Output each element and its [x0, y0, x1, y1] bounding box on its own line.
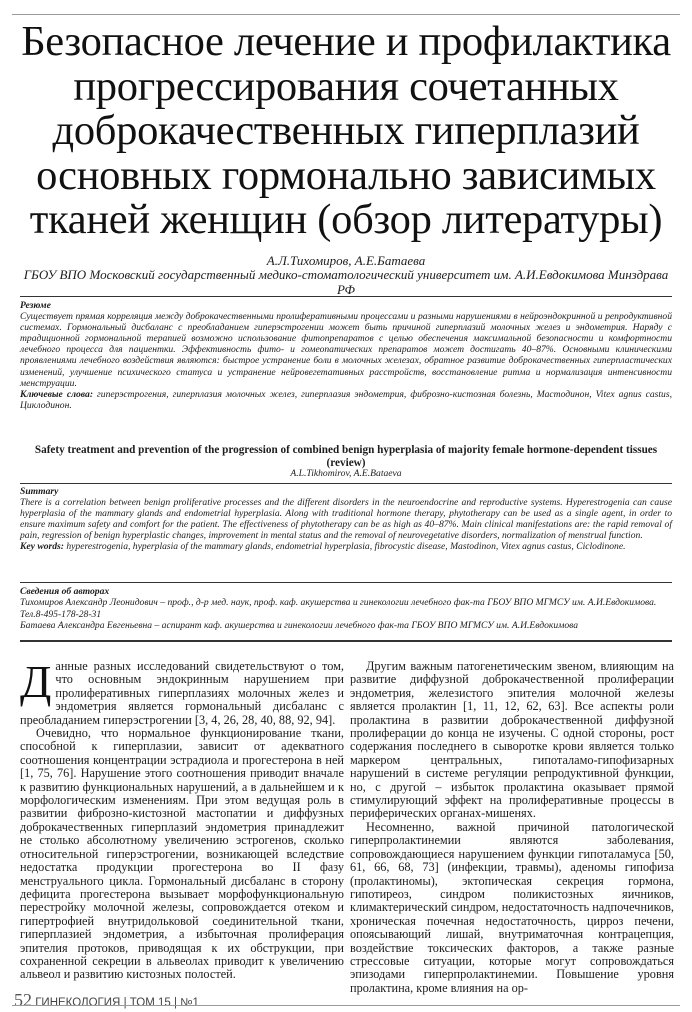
bottom-rule	[12, 1005, 680, 1006]
abstract-ru-heading: Резюме	[20, 300, 51, 311]
body-left-column	[20, 656, 344, 982]
keywords-text: гиперэстрогения, гиперплазия молочных желез, гиперплазия эндометрия, фиброзно-кистозная болезнь, Мастодинон, Vitex agnus castus, Циклодинон.	[20, 388, 672, 411]
english-title: Safety treatment and prevention of the progression of combined benign hyperplasia of majority female hormone-dependent tissues (review)	[34, 444, 658, 469]
article-authors: А.Л.Тихомиров, А.Е.Батаева	[266, 253, 426, 268]
footer-separator: |	[123, 997, 127, 1009]
english-authors: A.L.Tikhomirov, A.E.Bataeva	[290, 468, 402, 479]
abstract-ru	[20, 300, 672, 411]
author-2-info: Батаева Александра Евгеньевна – аспирант каф. акушерства и гинекологии лечебного фак-та ГБОУ ВПО МГМСУ им. А.И.Евдокимова	[20, 619, 579, 631]
page-footer	[14, 990, 199, 1011]
top-rule	[12, 14, 680, 15]
divider	[20, 640, 672, 642]
journal-name: ГИНЕКОЛОГИЯ	[35, 997, 121, 1009]
journal-issue: №1	[180, 997, 199, 1009]
footer-separator: |	[174, 997, 177, 1009]
about-authors	[20, 586, 672, 631]
keywords-label: Ключевые слова:	[20, 388, 94, 400]
key-words-text: hyperestrogenia, hyperplasia of the mammary glands, endometrial hyperplasia, fibrocystic disease, Mastodinon, Vitex agnus castus, Ciclodinone.	[66, 541, 626, 553]
paragraph: Очевидно, что нормальное функционирование ткани, способной к гиперплазии, зависит от адекватного соотношения концентрации эстрадиола и прогестерона в ней [1, 75, 76]. Нарушение этого соотношения приводит вначале к развитию функциональных нарушений, а в дальнейшем и к морфологическим изменениям. При этом ведущая роль в развитии фиброзно-кистозной мастопатии и диффузных доброкачественных гиперплазий эндометрия принадлежит не столько абсолютному увеличению эстрогенов, сколько относительной гиперэстрогении, возникающей вследствие недостатка продукции прогестерона во II фазу менструального цикла. Гормональный дисбаланс в сторону дефицита прогестерона вызывает морфофункциональную перестройку молочной железы, сопровождается отеком и гипертрофией внутридольковой соединительной ткани, гиперплазией эндометрия, а избыточная пролиферация эпителия протоков, приводящая к их обструкции, при сохраненной секреции в альвеолах приводит к увеличению альвеол и развитию кистозных полостей.	[20, 726, 344, 982]
about-authors-heading: Сведения об авторах	[20, 586, 110, 597]
abstract-ru-text: Существует прямая корреляция между доброкачественными пролиферативными процессами и разными нарушениями в нейроэндокринной и репродуктивной системах. Гормональный дисбаланс с преобладанием гиперэстрогении может быть причиной гиперплазий молочных желез и эндометрия. Наряду с традиционной гормональной терапией возможно использование фитопрепаратов с целью обеспечения максимальной безопасности и комфортности лечебного процесса для пациентки. Эффективность фито- и гомеопатических препаратов может достигать 40–87%. Основными клиническими проявлениями лечебного воздействия являются: быстрое устранение боли в молочных железах, обратное развитие доброкачественных гиперпластических изменений, улучшение психического статуса и устранение нейровегетативных расстройств, восстановление ритма и нормализация интенсивности менструации.	[20, 311, 672, 389]
paragraph: Несомненно, важной причиной патологической гиперпролактинемии являются заболевания, сопровождающиеся нарушением функции гипоталамуса [50, 61, 66, 68, 73] (инфекции, травмы), аденомы гипофиза (пролактиномы), эктопическая секреция гормона, гипотиреоз, синдром поликистозных яичников, климактерический синдром, недостаточность надпочечников, хроническая почечная недостаточность, цирроз печени, опоясывающий лишай, внутриматочная контрацепция, воздействие токсических факторов, а также разные стрессовые ситуации, которые могут сопровождаться эпизодами гиперпролактинемии. Повышение уровня пролактина, кроме влияния на ор-	[350, 819, 674, 995]
author-1-info: Тихомиров Александр Леонидович – проф., д-р мед. наук, проф. каф. акушерства и гинекологии лечебного фак-та ГБОУ ВПО МГМСУ им. А.И.Евдокимова. Тел.8-495-178-28-31	[20, 597, 657, 620]
divider	[20, 483, 672, 484]
key-words-label: Key words:	[20, 541, 64, 553]
body-right-column	[350, 660, 674, 995]
paragraph-text: анные разных исследований свидетельствуют о том, что основным эндокринным нарушением при пролиферативных гиперплазиях молочных желез и эндометрия является гормональный дисбаланс с преобладанием гиперэстрогении [3, 4, 26, 28, 40, 88, 92, 94].	[20, 659, 344, 727]
journal-volume: ТОМ 15	[129, 997, 171, 1009]
article-affiliation: ГБОУ ВПО Московский государственный медико-стоматологический университет им. А.И.Евдокимова Минздрава РФ	[23, 267, 669, 297]
abstract-ru-keywords	[20, 389, 672, 411]
article-title: Безопасное лечение и профилактика прогрессирования сочетанных доброкачественных гиперплазий основных гормонально зависимых тканей женщин (обзор литературы)	[21, 18, 671, 243]
abstract-en-text: There is a correlation between benign proliferative processes and the different disorders in the neuroendocrine and reproductive systems. Hyperestrogenia can cause hyperplasia of the mammary glands and endometrial hyperplasia. Along with traditional hormone therapy, phytotherapy can be used as a single agent, in order to ensure maximum safety and comfort for the patient. The effectiveness of phytotherapy can be as high as 40–87%. Main clinical manifestations are: the rapid removal of pain, regression of benign hyperplastic changes, improvement in mental status and the removal of neurovegetative disorders, normalization of menstrual function.	[20, 497, 672, 542]
abstract-en-heading: Summary	[20, 486, 59, 497]
divider	[20, 582, 672, 583]
drop-cap: Д	[20, 656, 52, 707]
paragraph: Другим важным патогенетическим звеном, влияющим на развитие диффузной доброкачественной пролиферации эндометрия, железистого эпителия молочной железы является пролактин [1, 11, 12, 62, 63]. Все аспекты роли пролактина в развитии доброкачественной диффузной пролиферации до конца не изучены. С одной стороны, рост содержания последнего в сыворотке крови является только маркером центральных, гипоталамо-гипофизарных нарушений в системе регуляции репродуктивной функции, но, с другой – избыток пролактина оказывает прямой стимулирующий эффект на пролиферативные процессы в периферических органах-мишенях.	[350, 659, 674, 821]
divider	[20, 296, 672, 297]
abstract-en-keywords	[20, 541, 672, 552]
paragraph	[20, 656, 344, 727]
abstract-en	[20, 486, 672, 553]
page-number: 52	[14, 990, 32, 1010]
